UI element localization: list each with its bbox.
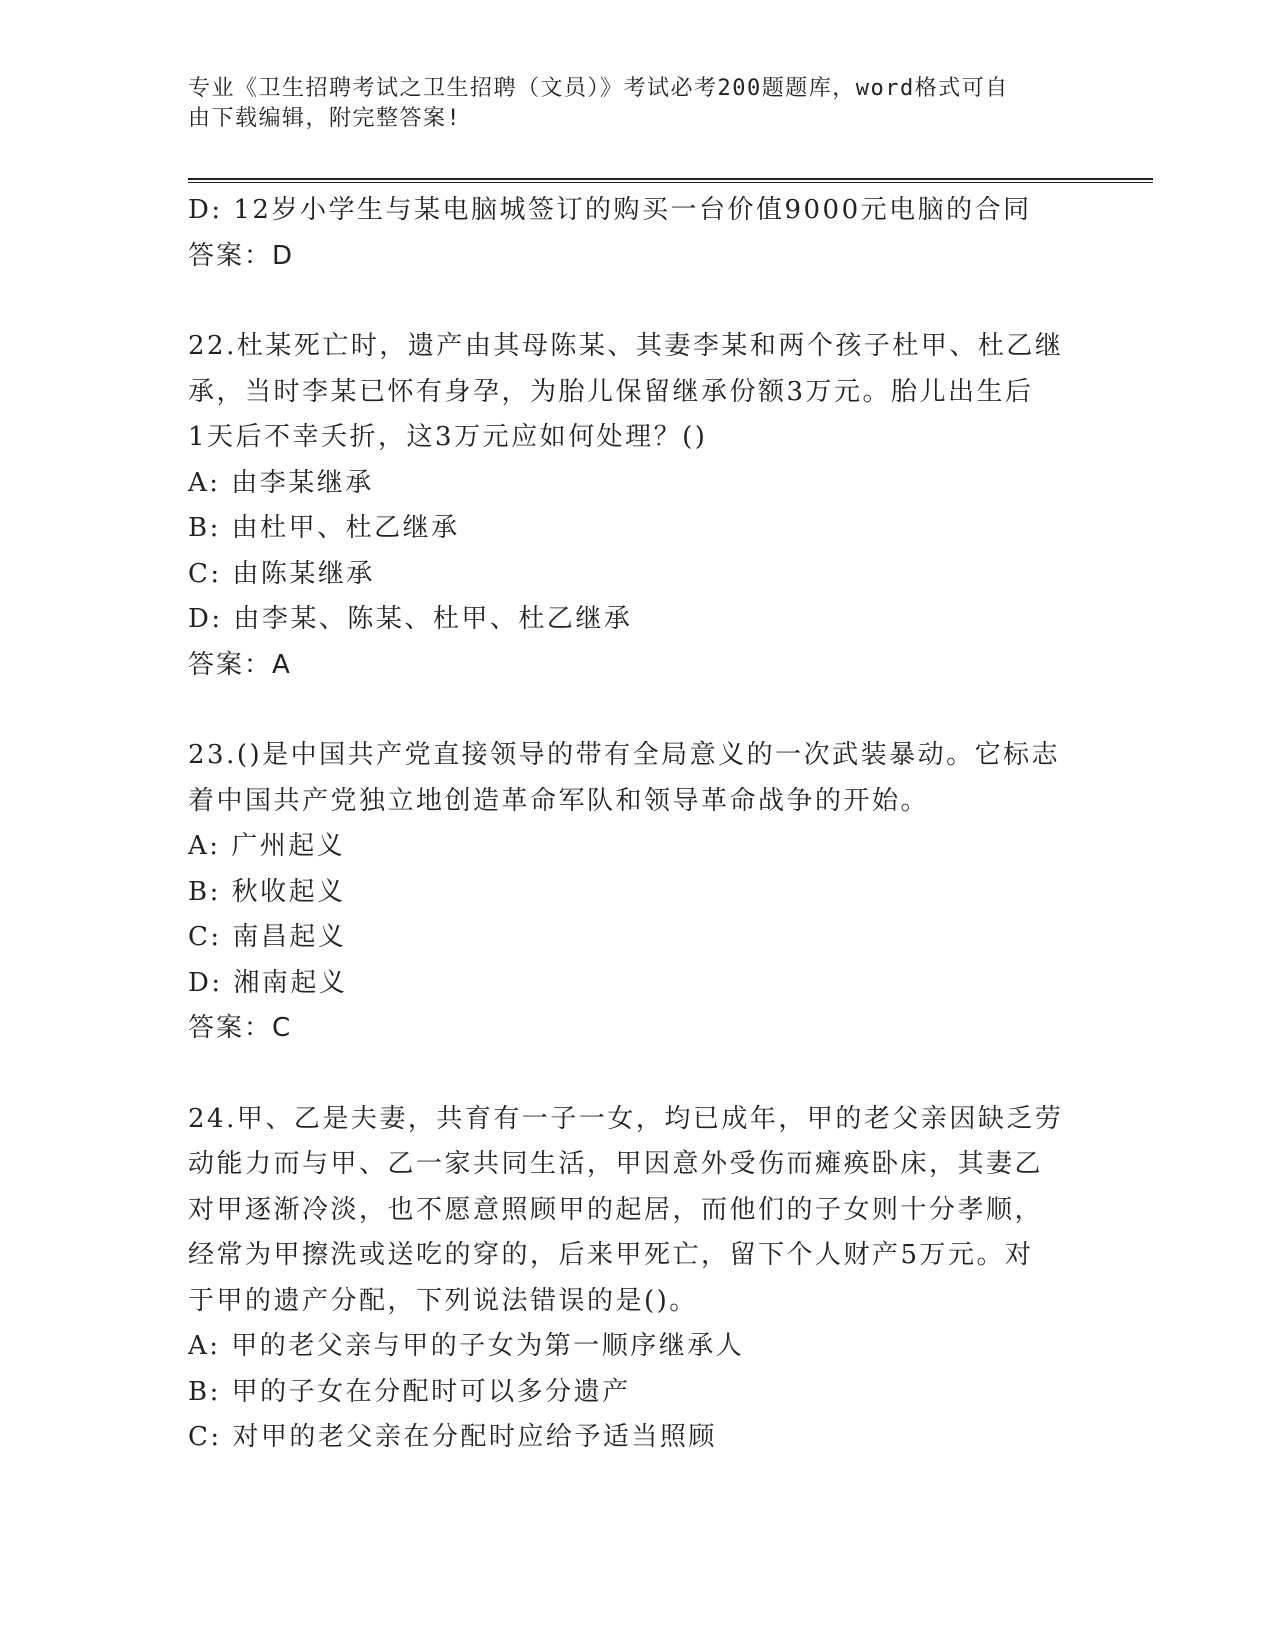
answer-line: 答案：C bbox=[188, 1013, 293, 1043]
question-23 bbox=[188, 733, 1088, 1052]
option-a: A: 甲的老父亲与甲的子女为第一顺序继承人 bbox=[188, 1331, 745, 1361]
question-24 bbox=[188, 1097, 1088, 1461]
previous-question-tail bbox=[188, 188, 1088, 279]
option-d: D: 由李某、陈某、杜甲、杜乙继承 bbox=[188, 604, 633, 634]
option-b: B: 甲的子女在分配时可以多分遗产 bbox=[188, 1376, 631, 1407]
option-b: B: 由杜甲、杜乙继承 bbox=[188, 513, 460, 543]
answer-line: 答案：A bbox=[188, 649, 292, 680]
option-a: A: 广州起义 bbox=[188, 831, 346, 861]
question-stem-line: 23.()是中国共产党直接领导的带有全局意义的一次武装暴动。它标志 bbox=[188, 740, 1061, 770]
answer-line: 答案：D bbox=[188, 240, 295, 271]
question-content bbox=[188, 188, 1088, 1461]
option-c: C: 对甲的老父亲在分配时应给予适当照顾 bbox=[188, 1422, 717, 1452]
header-line-1: 专业《卫生招聘考试之卫生招聘（文员）》考试必考200题题库，word格式可自 bbox=[188, 76, 1009, 101]
question-22 bbox=[188, 324, 1088, 688]
question-stem-line: 于甲的遗产分配，下列说法错误的是()。 bbox=[188, 1285, 698, 1316]
option-c: C: 由陈某继承 bbox=[188, 558, 375, 589]
question-stem-line: 对甲逐渐冷淡，也不愿意照顾甲的起居，而他们的子女则十分孝顺， bbox=[188, 1194, 1044, 1225]
option-b: B: 秋收起义 bbox=[188, 876, 346, 907]
spacer bbox=[188, 1052, 1088, 1097]
header-divider bbox=[188, 178, 1153, 180]
header-divider-thin bbox=[188, 182, 1153, 183]
spacer bbox=[188, 279, 1088, 324]
spacer bbox=[188, 688, 1088, 733]
option-c: C: 南昌起义 bbox=[188, 922, 347, 952]
option-a: A: 由李某继承 bbox=[188, 467, 374, 498]
question-stem-line: 经常为甲擦洗或送吃的穿的，后来甲死亡，留下个人财产5万元。对 bbox=[188, 1240, 1034, 1270]
question-stem-line: 1天后不幸夭折，这3万元应如何处理？() bbox=[188, 422, 708, 452]
document-header bbox=[188, 74, 1078, 134]
header-line-2: 由下载编辑，附完整答案! bbox=[188, 106, 462, 131]
question-stem-line: 着中国共产党独立地创造革命军队和领导革命战争的开始。 bbox=[188, 785, 930, 816]
question-stem-line: 22.杜某死亡时，遗产由其母陈某、其妻李某和两个孩子杜甲、杜乙继 bbox=[188, 331, 1064, 361]
option-d: D: 12岁小学生与某电脑城签订的购买一台价值9000元电脑的合同 bbox=[188, 195, 1032, 225]
question-stem-line: 24.甲、乙是夫妻，共育有一子一女，均已成年，甲的老父亲因缺乏劳 bbox=[188, 1103, 1064, 1134]
option-d: D: 湘南起义 bbox=[188, 967, 348, 998]
question-stem-line: 动能力而与甲、乙一家共同生活，甲因意外受伤而瘫痪卧床，其妻乙 bbox=[188, 1149, 1044, 1179]
question-stem-line: 承，当时李某已怀有身孕，为胎儿保留继承份额3万元。胎儿出生后 bbox=[188, 376, 1034, 407]
